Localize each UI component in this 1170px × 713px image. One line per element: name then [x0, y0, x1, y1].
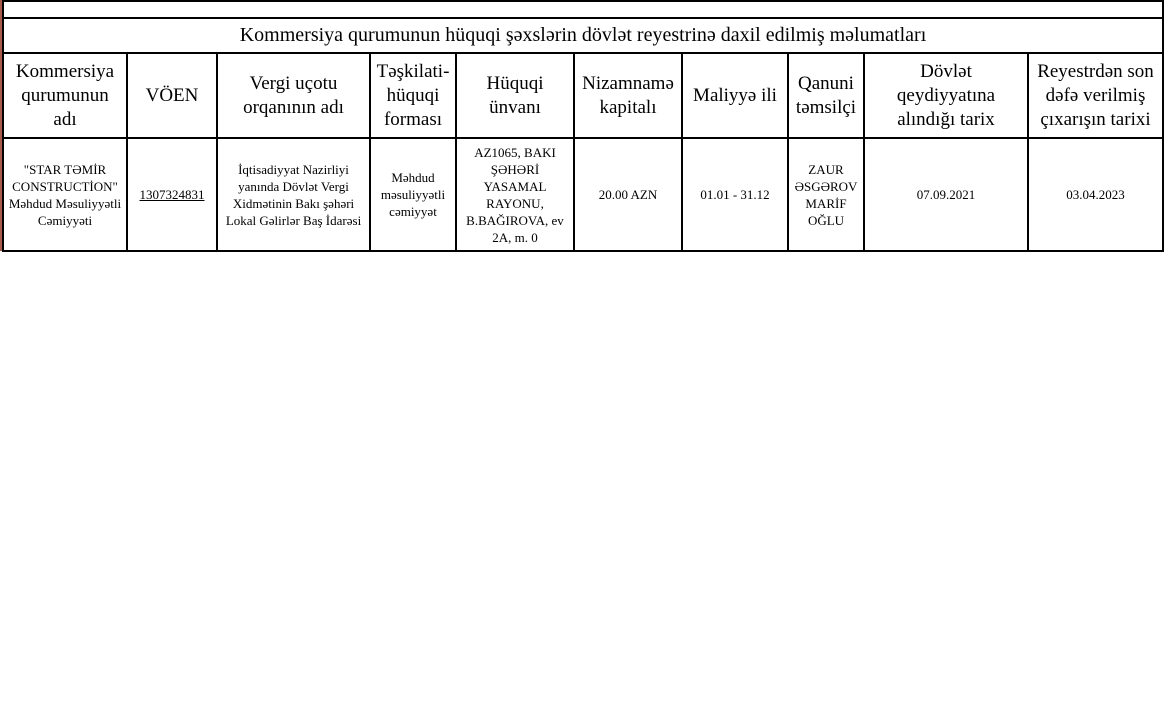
header-tin: VÖEN: [127, 53, 217, 138]
table-title: Kommersiya qurumunun hüquqi şəxslərin dövlət reyestrinə daxil edilmiş məlumatları: [3, 18, 1163, 53]
table-header-row: [3, 53, 1163, 138]
cell-name: "STAR TƏMİR CONSTRUCTİON" Məhdud Məsuliyyətli Cəmiyyəti: [3, 138, 127, 251]
table-title-row: [3, 18, 1163, 53]
cell-last-extract-date: 03.04.2023: [1028, 138, 1163, 251]
header-legal-representative: Qanuni təmsilçi: [788, 53, 864, 138]
tin-link[interactable]: 1307324831: [139, 187, 205, 202]
header-last-extract-date: Reyestrdən son dəfə verilmiş çıxarışın tarixi: [1028, 53, 1163, 138]
header-tax-authority: Vergi uçotu orqanının adı: [217, 53, 370, 138]
cell-registration-date: 07.09.2021: [864, 138, 1028, 251]
header-legal-address: Hüquqi ünvanı: [456, 53, 574, 138]
cell-charter-capital: 20.00 AZN: [574, 138, 682, 251]
cell-legal-address: AZ1065, BAKI ŞƏHƏRİ YASAMAL RAYONU, B.BAĞIROVA, ev 2A, m. 0: [456, 138, 574, 251]
cell-fiscal-year: 01.01 - 31.12: [682, 138, 788, 251]
cell-tax-authority: İqtisadiyyat Nazirliyi yanında Dövlət Vergi Xidmətinin Bakı şəhəri Lokal Gəlirlər Baş İdarəsi: [217, 138, 370, 251]
header-name: Kommersiya qurumunun adı: [3, 53, 127, 138]
header-fiscal-year: Maliyyə ili: [682, 53, 788, 138]
table-row: [3, 138, 1163, 251]
header-charter-capital: Nizamnamə kapitalı: [574, 53, 682, 138]
registry-frame: [0, 0, 1164, 251]
cell-legal-representative: ZAUR ƏSGƏROV MARİF OĞLU: [788, 138, 864, 251]
registry-table: [2, 0, 1164, 252]
cell-legal-form: Məhdud məsuliyyətli cəmiyyət: [370, 138, 456, 251]
table-top-spacer: [3, 1, 1163, 18]
registry-frame-inner: [2, 0, 1162, 250]
header-legal-form: Təşkilati-hüquqi forması: [370, 53, 456, 138]
cell-tin: [127, 138, 217, 251]
header-registration-date: Dövlət qeydiyyatına alındığı tarix: [864, 53, 1028, 138]
